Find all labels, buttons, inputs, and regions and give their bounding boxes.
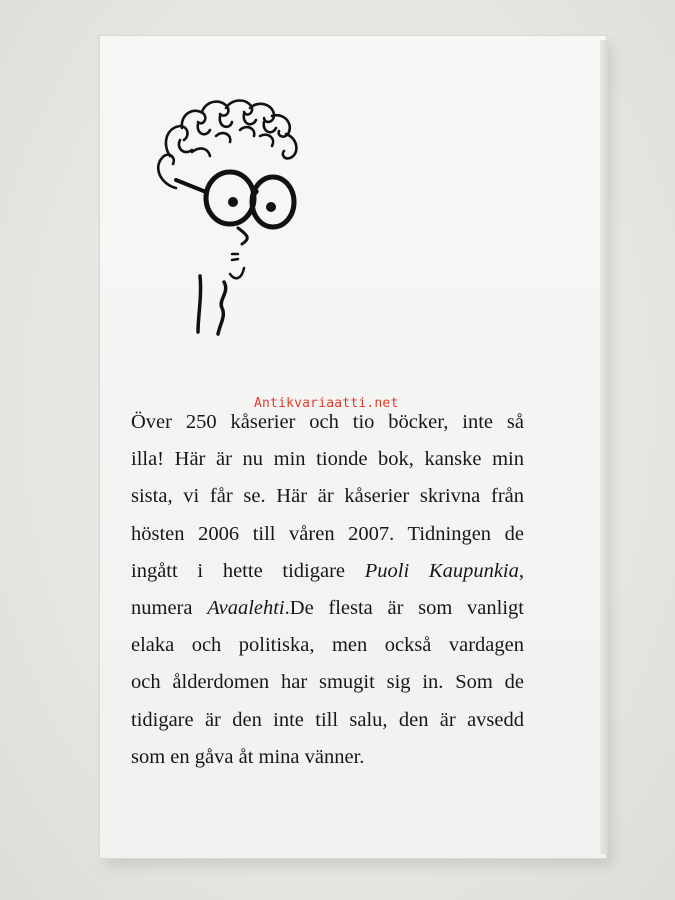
blurb-line: elaka och politiska, men också vardagen bbox=[131, 634, 524, 657]
eye-right bbox=[266, 202, 276, 212]
blurb-line: tidigare är den inte till salu, den är avsedd bbox=[131, 708, 524, 731]
chin bbox=[230, 268, 244, 278]
blurb-title-italic: Avaalehti bbox=[207, 596, 285, 619]
blurb-line: sista, vi får se. Här är kåserier skrivna från bbox=[131, 485, 524, 508]
back-cover-blurb bbox=[131, 404, 524, 776]
eye-left bbox=[228, 197, 238, 207]
blurb-text: , bbox=[518, 559, 524, 582]
blurb-text: ingått i hette tidigare bbox=[131, 559, 365, 582]
glasses-bridge bbox=[252, 191, 257, 196]
blurb-line: illa! Här är nu min tionde bok, kanske min bbox=[131, 448, 524, 471]
watermark-text: Antikvariaatti.net bbox=[254, 396, 399, 411]
blurb-line bbox=[131, 590, 524, 627]
glasses-temple bbox=[176, 180, 206, 192]
neck-right bbox=[218, 282, 226, 334]
blurb-line bbox=[131, 553, 524, 590]
blurb-line: och ålderdomen har smugit sig in. Som de bbox=[131, 671, 524, 694]
blurb-title-italic: Puoli Kaupunkia bbox=[364, 559, 519, 582]
blurb-line: som en gåva åt mina vänner. bbox=[131, 745, 365, 768]
blurb-line: Över 250 kåserier och tio böcker, inte så bbox=[131, 411, 524, 433]
blurb-line: hösten 2006 till våren 2007. Tidningen de bbox=[131, 522, 524, 545]
blurb-text: numera bbox=[131, 596, 208, 619]
author-caricature-illustration bbox=[140, 96, 320, 346]
nose bbox=[238, 228, 247, 244]
blurb-text: .De flesta är som vanligt bbox=[284, 596, 524, 619]
mouth bbox=[232, 254, 238, 260]
neck-left bbox=[198, 276, 201, 332]
book-page-edge bbox=[600, 40, 608, 854]
glasses-right-lens bbox=[252, 177, 294, 227]
